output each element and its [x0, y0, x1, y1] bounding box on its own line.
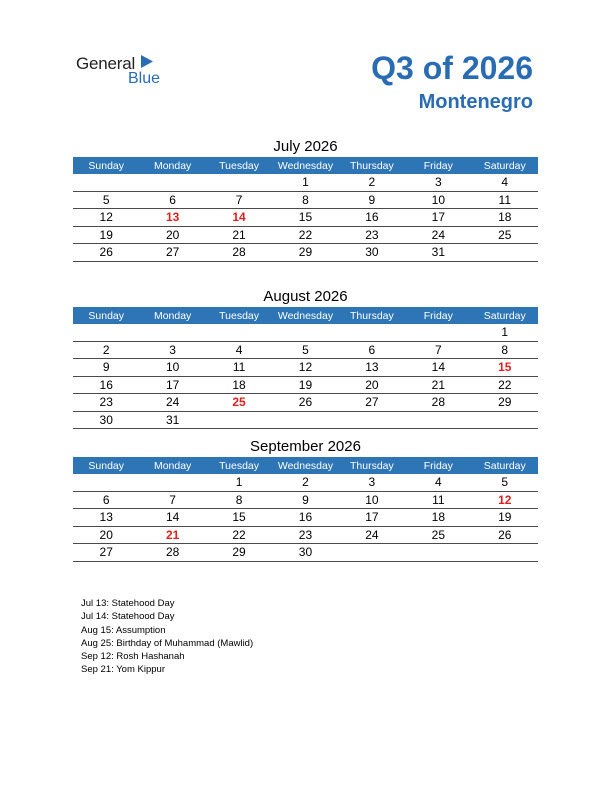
day-cell: 21: [405, 376, 471, 394]
day-cell: 31: [139, 411, 205, 429]
day-cell: 28: [139, 544, 205, 562]
day-cell: 9: [73, 359, 139, 377]
day-cell: 16: [339, 209, 405, 227]
empty-day-cell: [405, 324, 471, 341]
week-row: [73, 394, 538, 412]
weekday-header: Saturday: [472, 457, 538, 474]
week-row: [73, 376, 538, 394]
day-cell: 5: [472, 474, 538, 491]
weekday-header: Sunday: [73, 307, 139, 324]
day-cell: 14: [139, 509, 205, 527]
empty-day-cell: [339, 544, 405, 562]
weekday-header: Thursday: [339, 307, 405, 324]
day-cell: 14: [206, 209, 272, 227]
day-cell: 28: [405, 394, 471, 412]
weekday-header: Saturday: [472, 157, 538, 174]
month-august: [73, 287, 538, 429]
day-cell: 25: [472, 226, 538, 244]
weekday-header: Tuesday: [206, 457, 272, 474]
day-cell: 23: [73, 394, 139, 412]
week-row: [73, 244, 538, 262]
day-cell: 22: [272, 226, 338, 244]
week-row: [73, 174, 538, 191]
weekday-header: Thursday: [339, 157, 405, 174]
day-cell: 13: [73, 509, 139, 527]
day-cell: 26: [472, 526, 538, 544]
day-cell: 20: [73, 526, 139, 544]
day-cell: 25: [405, 526, 471, 544]
week-row: [73, 341, 538, 359]
weekday-header: Wednesday: [272, 457, 338, 474]
day-cell: 4: [206, 341, 272, 359]
empty-day-cell: [73, 174, 139, 191]
empty-day-cell: [206, 324, 272, 341]
day-cell: 20: [139, 226, 205, 244]
empty-day-cell: [73, 324, 139, 341]
holiday-note: Aug 25: Birthday of Muhammad (Mawlid): [81, 637, 254, 649]
weekday-header: Sunday: [73, 157, 139, 174]
day-cell: 27: [339, 394, 405, 412]
day-cell: 2: [339, 174, 405, 191]
weekday-header-row: [73, 457, 538, 474]
day-cell: 9: [339, 191, 405, 209]
day-cell: 23: [272, 526, 338, 544]
holiday-notes-list: [81, 597, 253, 677]
day-cell: 3: [405, 174, 471, 191]
day-cell: 4: [472, 174, 538, 191]
day-cell: 10: [139, 359, 205, 377]
day-cell: 7: [206, 191, 272, 209]
day-cell: 8: [272, 191, 338, 209]
day-cell: 7: [405, 341, 471, 359]
week-row: [73, 209, 538, 227]
empty-day-cell: [339, 411, 405, 429]
month-title: July 2026: [273, 138, 338, 155]
day-cell: 17: [139, 376, 205, 394]
calendar-table: [73, 307, 538, 429]
week-row: [73, 359, 538, 377]
holiday-note: Sep 21: Yom Kippur: [81, 664, 165, 676]
weekday-header: Thursday: [339, 457, 405, 474]
week-row: [73, 544, 538, 562]
weekday-header: Saturday: [472, 307, 538, 324]
weekday-header: Friday: [405, 457, 471, 474]
day-cell: 13: [139, 209, 205, 227]
logo-text-general: General: [76, 54, 136, 73]
weekday-header: Friday: [405, 307, 471, 324]
month-title: August 2026: [263, 288, 348, 305]
day-cell: 10: [339, 491, 405, 509]
day-cell: 29: [272, 244, 338, 262]
week-row: [73, 491, 538, 509]
day-cell: 2: [73, 341, 139, 359]
empty-day-cell: [139, 174, 205, 191]
weekday-header: Monday: [139, 307, 205, 324]
day-cell: 18: [472, 209, 538, 227]
empty-day-cell: [339, 324, 405, 341]
empty-day-cell: [272, 411, 338, 429]
day-cell: 22: [472, 376, 538, 394]
holiday-note: Jul 13: Statehood Day: [81, 598, 175, 609]
weekday-header: Monday: [139, 157, 205, 174]
day-cell: 4: [405, 474, 471, 491]
day-cell: 6: [73, 491, 139, 509]
quarter-title: Q3 of 2026: [371, 50, 533, 86]
holiday-note: Sep 12: Rosh Hashanah: [81, 651, 185, 663]
day-cell: 26: [73, 244, 139, 262]
day-cell: 24: [139, 394, 205, 412]
day-cell: 9: [272, 491, 338, 509]
weekday-header: Tuesday: [206, 307, 272, 324]
day-cell: 18: [206, 376, 272, 394]
day-cell: 6: [139, 191, 205, 209]
day-cell: 24: [405, 226, 471, 244]
day-cell: 29: [206, 544, 272, 562]
weekday-header: Friday: [405, 157, 471, 174]
day-cell: 21: [206, 226, 272, 244]
day-cell: 8: [472, 341, 538, 359]
month-july: [73, 137, 538, 262]
weekday-header: Wednesday: [272, 307, 338, 324]
day-cell: 6: [339, 341, 405, 359]
day-cell: 17: [339, 509, 405, 527]
day-cell: 1: [206, 474, 272, 491]
day-cell: 30: [339, 244, 405, 262]
day-cell: 17: [405, 209, 471, 227]
week-row: [73, 226, 538, 244]
day-cell: 14: [405, 359, 471, 377]
empty-day-cell: [472, 244, 538, 262]
holiday-note: Jul 14: Statehood Day: [81, 611, 175, 623]
day-cell: 24: [339, 526, 405, 544]
day-cell: 19: [73, 226, 139, 244]
day-cell: 3: [139, 341, 205, 359]
week-row: [73, 411, 538, 429]
day-cell: 23: [339, 226, 405, 244]
empty-day-cell: [139, 324, 205, 341]
day-cell: 8: [206, 491, 272, 509]
month-title: September 2026: [250, 438, 361, 455]
empty-day-cell: [206, 411, 272, 429]
week-row: [73, 324, 538, 341]
generalblue-logo: [76, 52, 176, 88]
day-cell: 12: [472, 491, 538, 509]
weekday-header: Wednesday: [272, 157, 338, 174]
day-cell: 21: [139, 526, 205, 544]
day-cell: 5: [73, 191, 139, 209]
empty-day-cell: [405, 411, 471, 429]
empty-day-cell: [73, 474, 139, 491]
day-cell: 10: [405, 191, 471, 209]
day-cell: 13: [339, 359, 405, 377]
calendar-table: [73, 457, 538, 562]
calendar-table: [73, 157, 538, 262]
empty-day-cell: [272, 324, 338, 341]
weekday-header: Tuesday: [206, 157, 272, 174]
day-cell: 19: [472, 509, 538, 527]
day-cell: 19: [272, 376, 338, 394]
empty-day-cell: [405, 544, 471, 562]
day-cell: 12: [73, 209, 139, 227]
day-cell: 1: [472, 324, 538, 341]
weekday-header-row: [73, 157, 538, 174]
day-cell: 16: [73, 376, 139, 394]
day-cell: 27: [73, 544, 139, 562]
day-cell: 30: [272, 544, 338, 562]
day-cell: 25: [206, 394, 272, 412]
empty-day-cell: [472, 411, 538, 429]
day-cell: 29: [472, 394, 538, 412]
weekday-header: Monday: [139, 457, 205, 474]
day-cell: 31: [405, 244, 471, 262]
country-name: Montenegro: [418, 91, 533, 113]
day-cell: 1: [272, 174, 338, 191]
day-cell: 28: [206, 244, 272, 262]
day-cell: 27: [139, 244, 205, 262]
day-cell: 11: [405, 491, 471, 509]
logo-text-blue: Blue: [128, 70, 161, 87]
day-cell: 5: [272, 341, 338, 359]
day-cell: 22: [206, 526, 272, 544]
day-cell: 15: [472, 359, 538, 377]
weekday-header-row: [73, 307, 538, 324]
day-cell: 26: [272, 394, 338, 412]
empty-day-cell: [139, 474, 205, 491]
day-cell: 20: [339, 376, 405, 394]
day-cell: 15: [206, 509, 272, 527]
day-cell: 12: [272, 359, 338, 377]
weekday-header: Sunday: [73, 457, 139, 474]
day-cell: 2: [272, 474, 338, 491]
holiday-note: Aug 15: Assumption: [81, 624, 166, 636]
day-cell: 30: [73, 411, 139, 429]
day-cell: 11: [472, 191, 538, 209]
day-cell: 11: [206, 359, 272, 377]
day-cell: 16: [272, 509, 338, 527]
week-row: [73, 509, 538, 527]
empty-day-cell: [206, 174, 272, 191]
day-cell: 15: [272, 209, 338, 227]
day-cell: 18: [405, 509, 471, 527]
month-september: [73, 437, 538, 562]
day-cell: 7: [139, 491, 205, 509]
day-cell: 3: [339, 474, 405, 491]
logo-flag-icon: [141, 55, 153, 68]
empty-day-cell: [472, 544, 538, 562]
week-row: [73, 191, 538, 209]
week-row: [73, 474, 538, 491]
week-row: [73, 526, 538, 544]
